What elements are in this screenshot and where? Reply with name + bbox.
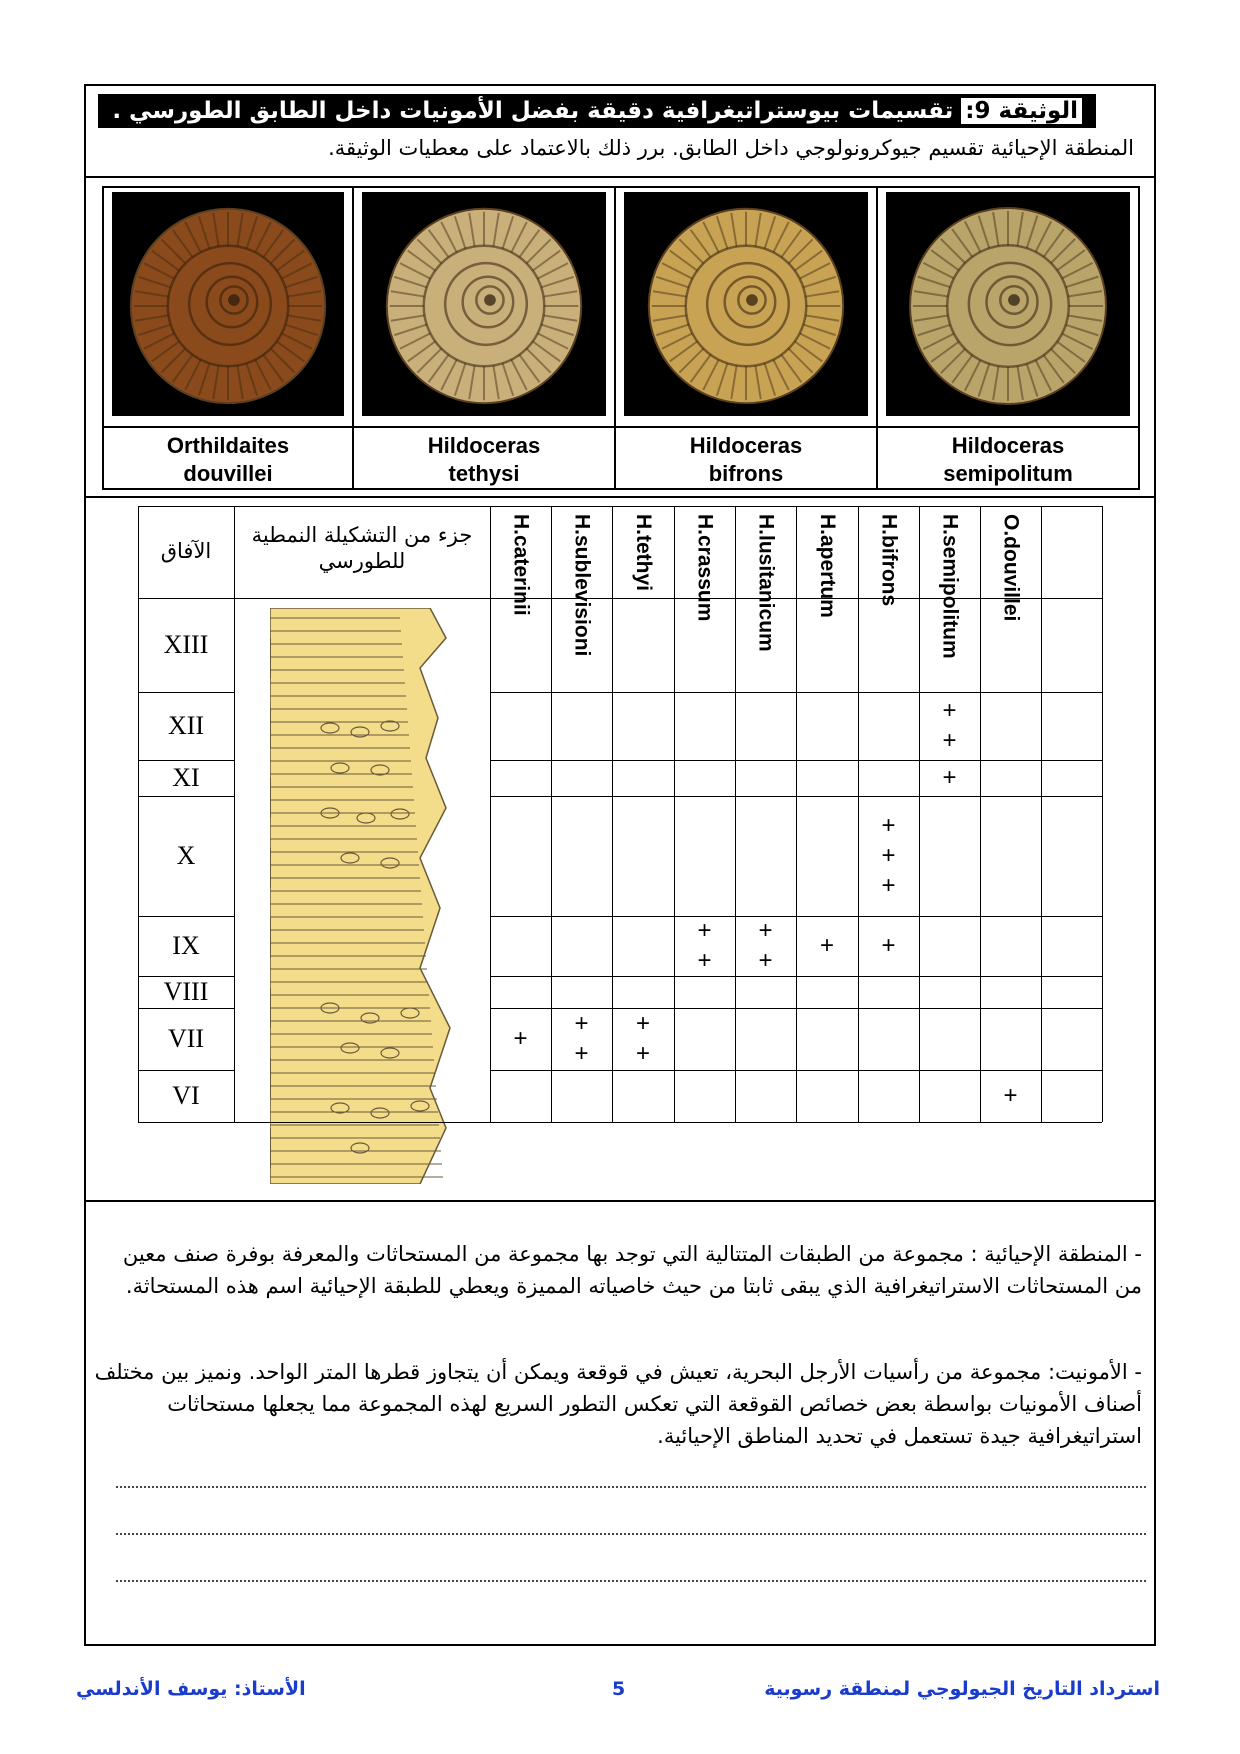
table-row-line — [490, 1008, 1102, 1009]
occurrence-mark: + — [758, 947, 773, 974]
occurrence-mark: + — [819, 932, 834, 959]
species-header — [980, 514, 1041, 694]
species-name: H.bifrons — [877, 514, 901, 607]
answer-line[interactable] — [116, 1486, 1146, 1488]
footer-teacher: الأستاذ: يوسف الأندلسي — [76, 1678, 306, 1700]
species-header — [735, 514, 796, 694]
horizon-label: VII — [167, 1024, 205, 1053]
occurrence-mark: + — [697, 917, 712, 944]
ammonite-distribution-table — [138, 506, 1102, 1182]
table-row-line — [138, 916, 234, 917]
species-name: O.douvillei — [999, 514, 1023, 622]
ammonite-shell — [387, 209, 581, 403]
ammonite-shell — [649, 209, 843, 403]
biozone-definition: - المنطقة الإحيائية : مجموعة من الطبقات المتتالية التي توجد بها مجموعة من المستحاثات والمعرفة بوفرة صنف معين من المستحاثات الاستراتيغرافية الذي يبقى ثابتا من حيث خاصياته المميزة ويعطي للطبقة الإحيائية اسم هذه المستحاثة. — [122, 1242, 1142, 1298]
table-row-line — [490, 760, 1102, 761]
title-text: تقسيمات بيوستراتيغرافية دقيقة بفضل الأمونيات داخل الطابق الطورسي . — [112, 98, 954, 124]
ammonite-photo — [362, 192, 606, 416]
species-name: H.sublevisioni — [570, 514, 594, 657]
section-header: جزء من التشكيلة النمطية للطورسي — [251, 523, 473, 573]
occurrence-mark: + — [635, 1040, 650, 1067]
occurrence-mark: + — [881, 812, 896, 839]
species-header — [551, 514, 612, 694]
table-row-line — [490, 1070, 1102, 1071]
fossil-name: Orthildaites douvillei — [104, 426, 352, 488]
species-name: H.caterinii — [509, 514, 533, 616]
fossil-name: Hildoceras tethysi — [354, 426, 614, 488]
ammonite-photo — [886, 192, 1130, 416]
horizon-label: XI — [172, 763, 200, 792]
occurrence-mark: + — [881, 842, 896, 869]
occurrence-mark: + — [1003, 1082, 1018, 1109]
table-row-line — [138, 1008, 234, 1009]
table-row-line — [138, 506, 1102, 507]
occurrence-mark: + — [574, 1010, 589, 1037]
table-column-line — [1102, 506, 1103, 1122]
table-row-line — [138, 692, 234, 693]
divider — [84, 1200, 1156, 1202]
ammonite-photo — [112, 192, 344, 416]
ammonite-shell — [910, 208, 1106, 404]
horizon-label: VIII — [163, 977, 209, 1006]
fossil-card — [878, 188, 1138, 488]
instruction-text: المنطقة الإحيائية تقسيم جيوكرونولوجي داخل الطابق. برر ذلك بالاعتماد على معطيات الوثيقة. — [328, 136, 1134, 160]
horizon-label: VI — [172, 1081, 200, 1110]
occurrence-mark: + — [513, 1025, 528, 1052]
horizon-label: XII — [167, 711, 205, 740]
title-number: الوثيقة 9: — [961, 98, 1082, 124]
occurrence-mark: + — [635, 1010, 650, 1037]
fossil-name: Hildoceras semipolitum — [878, 426, 1138, 488]
species-header — [919, 514, 980, 694]
occurrence-mark: + — [881, 932, 896, 959]
species-name: H.semipolitum — [938, 514, 962, 659]
species-header — [796, 514, 858, 694]
occurrence-mark: + — [697, 947, 712, 974]
stratigraphic-column — [270, 608, 482, 1184]
occurrence-mark: + — [942, 697, 957, 724]
horizons-header: الآفاق — [160, 539, 212, 563]
ammonite-shell — [131, 209, 325, 403]
table-row-line — [138, 1122, 1102, 1123]
table-row-line — [138, 760, 234, 761]
ammonite-definition: - الأمونيت: مجموعة من رأسيات الأرجل البحرية، تعيش في قوقعة ويمكن أن يتجاوز قطرها المتر الواحد. ونميز بين مختلف أصناف الأمونيات بواسطة بعض خصائص القوقعة التي تعكس التطور السريع لهذه المجموعة مما يجعلها مستحاثات استراتيغرافية جيدة تستعمل في تحديد المناطق الإحيائية. — [94, 1360, 1142, 1448]
document-title — [98, 94, 1096, 128]
occurrence-mark: + — [881, 872, 896, 899]
divider — [84, 496, 1156, 498]
fossil-images — [102, 186, 1140, 490]
species-header — [674, 514, 735, 694]
table-row-line — [138, 1070, 234, 1071]
occurrence-mark: + — [942, 727, 957, 754]
species-name: H.tethyi — [632, 514, 655, 592]
occurrence-mark: + — [942, 764, 957, 791]
occurrence-mark: + — [758, 917, 773, 944]
species-name: H.lusitanicum — [754, 514, 778, 652]
fossil-card — [354, 188, 616, 488]
horizon-label: X — [176, 841, 196, 870]
fossil-card — [616, 188, 878, 488]
fossil-name: Hildoceras bifrons — [616, 426, 876, 488]
horizon-label: XIII — [163, 630, 209, 659]
horizon-label: IX — [172, 931, 200, 960]
table-row-line — [490, 976, 1102, 977]
divider — [84, 176, 1156, 178]
species-header — [490, 514, 551, 694]
occurrence-mark: + — [574, 1040, 589, 1067]
table-row-line — [490, 796, 1102, 797]
ammonite-photo — [624, 192, 868, 416]
footer-course: استرداد التاريخ الجيولوجي لمنطقة رسوبية — [764, 1678, 1160, 1700]
answer-line[interactable] — [116, 1533, 1146, 1535]
table-row-line — [490, 916, 1102, 917]
fossil-card — [104, 188, 354, 488]
answer-line[interactable] — [116, 1580, 1146, 1582]
table-row-line — [138, 796, 234, 797]
species-header — [612, 514, 674, 694]
species-name: H.apertum — [816, 514, 839, 618]
page-number: 5 — [612, 1678, 626, 1700]
species-header — [858, 514, 919, 694]
species-name: H.crassum — [693, 514, 717, 622]
